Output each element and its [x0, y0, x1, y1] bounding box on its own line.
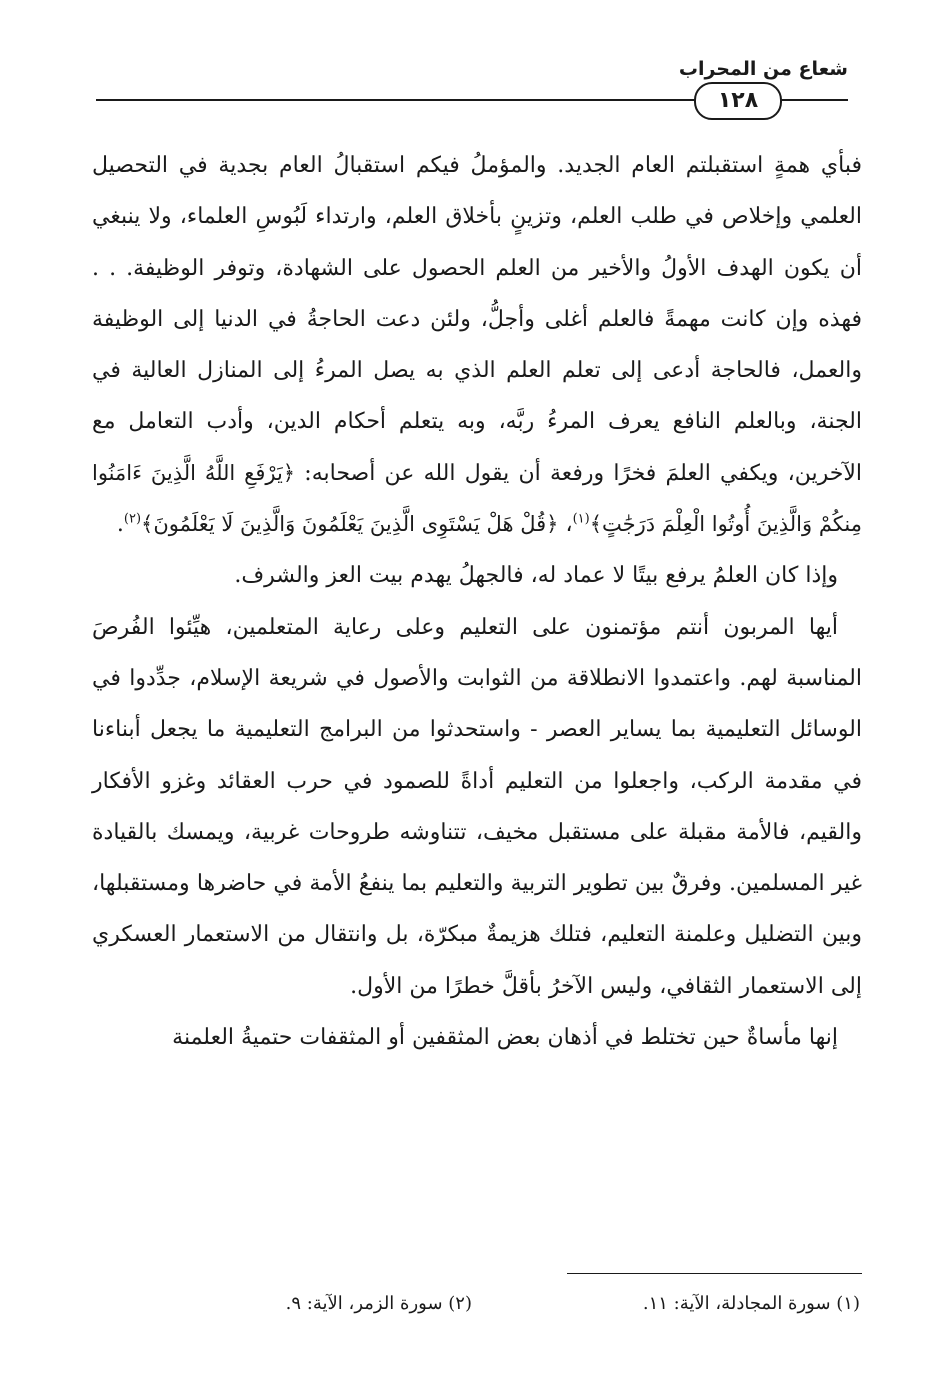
page-number-badge: ١٢٨ [694, 82, 782, 120]
running-title: شعاع من المحراب [678, 58, 848, 80]
paragraph-4: إنها مأساةٌ حين تختلط في أذهان بعض المثقفين أو المثقفات حتميةُ العلمنة [172, 1025, 838, 1051]
footnote-ref-2[interactable]: (٢) [123, 511, 142, 527]
footnote-1: (١) سورة المجادلة، الآية: ١١. [642, 1293, 860, 1314]
quran-verse-2: ﴿قُلْ هَلْ يَسْتَوِى الَّذِينَ يَعْلَمُونَ وَالَّذِينَ لَا يَعْلَمُونَ﴾ [141, 512, 559, 537]
paragraph-3: أيها المربون أنتم مؤتمنون على التعليم وعلى رعاية المتعلمين، هيِّئوا الفُرصَ المناسبة لهم. واعتمدوا الانطلاقة من الثوابت والأصول في شريعة الإسلام، جدِّدوا في الوسائل التعليمية بما يساير العصر - واستحدثوا من البرامج التعليمية ما يجعل أبناءنا في مقدمة الركب، واجعلوا من التعليم أداةً للصمود في حرب العقائد وغزو الأفكار والقيم، فالأمة مقبلة على مستقبل مخيف، تتناوشه طروحات غربية، ويمسك بالقيادة غير المسلمين. وفرقٌ بين تطوير التربية والتعليم بما ينفعُ الأمة في حاضرها ومستقبلها، وبين التضليل وعلمنة التعليم، فتلك هزيمةٌ مبكرّة، بل وانتقال من الاستعمار العسكري إلى الاستعمار الثقافي، وليس الآخرُ بأقلَّ خطرًا من الأول. [92, 614, 862, 999]
paragraph-2: وإذا كان العلمُ يرفع بيتًا لا عماد له، فالجهلُ يهدم بيت العز والشرف. [234, 563, 838, 589]
body-text [92, 140, 862, 1063]
paragraph-1-text: فبأي همةٍ استقبلتم العام الجديد. والمؤملُ فيكم استقبالُ العام بجدية في التحصيل العلمي وإخلاص في طلب العلم، وتزينٍ بأخلاق العلم، وارتداء لَبُوسِ العلماء، ولا ينبغي أن يكون الهدف الأولُ والأخير من العلم الحصول على الشهادة، وتوفر الوظيفة. . . فهذه وإن كانت مهمةً فالعلم أغلى وأجلُّ، ولئن دعت الحاجةُ في الدنيا إلى الوظيفة والعمل، فالحاجة أدعى إلى تعلم العلم الذي به يصل المرءُ إلى المنازل العالية في الجنة، وبالعلم النافع يعرف المرءُ ربَّه، وبه يتعلم أحكام الدين، وأدب التعامل مع الآخرين، ويكفي العلمَ فخرًا ورفعة أن يقول الله عن أصحابه: [92, 153, 862, 486]
footnote-rule [567, 1273, 862, 1274]
footnote-ref-1[interactable]: (١) [572, 511, 590, 527]
footnote-2: (٢) سورة الزمر، الآية: ٩. [285, 1293, 472, 1314]
paragraph-1 [92, 140, 862, 550]
verse-separator: ، [558, 512, 573, 538]
quran-verse-1: ﴿يَرْفَعِ اللَّهُ الَّذِينَ ءَامَنُوا مِنكُمْ وَالَّذِينَ أُوتُوا الْعِلْمَ دَرَجَٰتٍ﴾ [92, 460, 862, 537]
paragraph-1-end: . [116, 512, 124, 538]
